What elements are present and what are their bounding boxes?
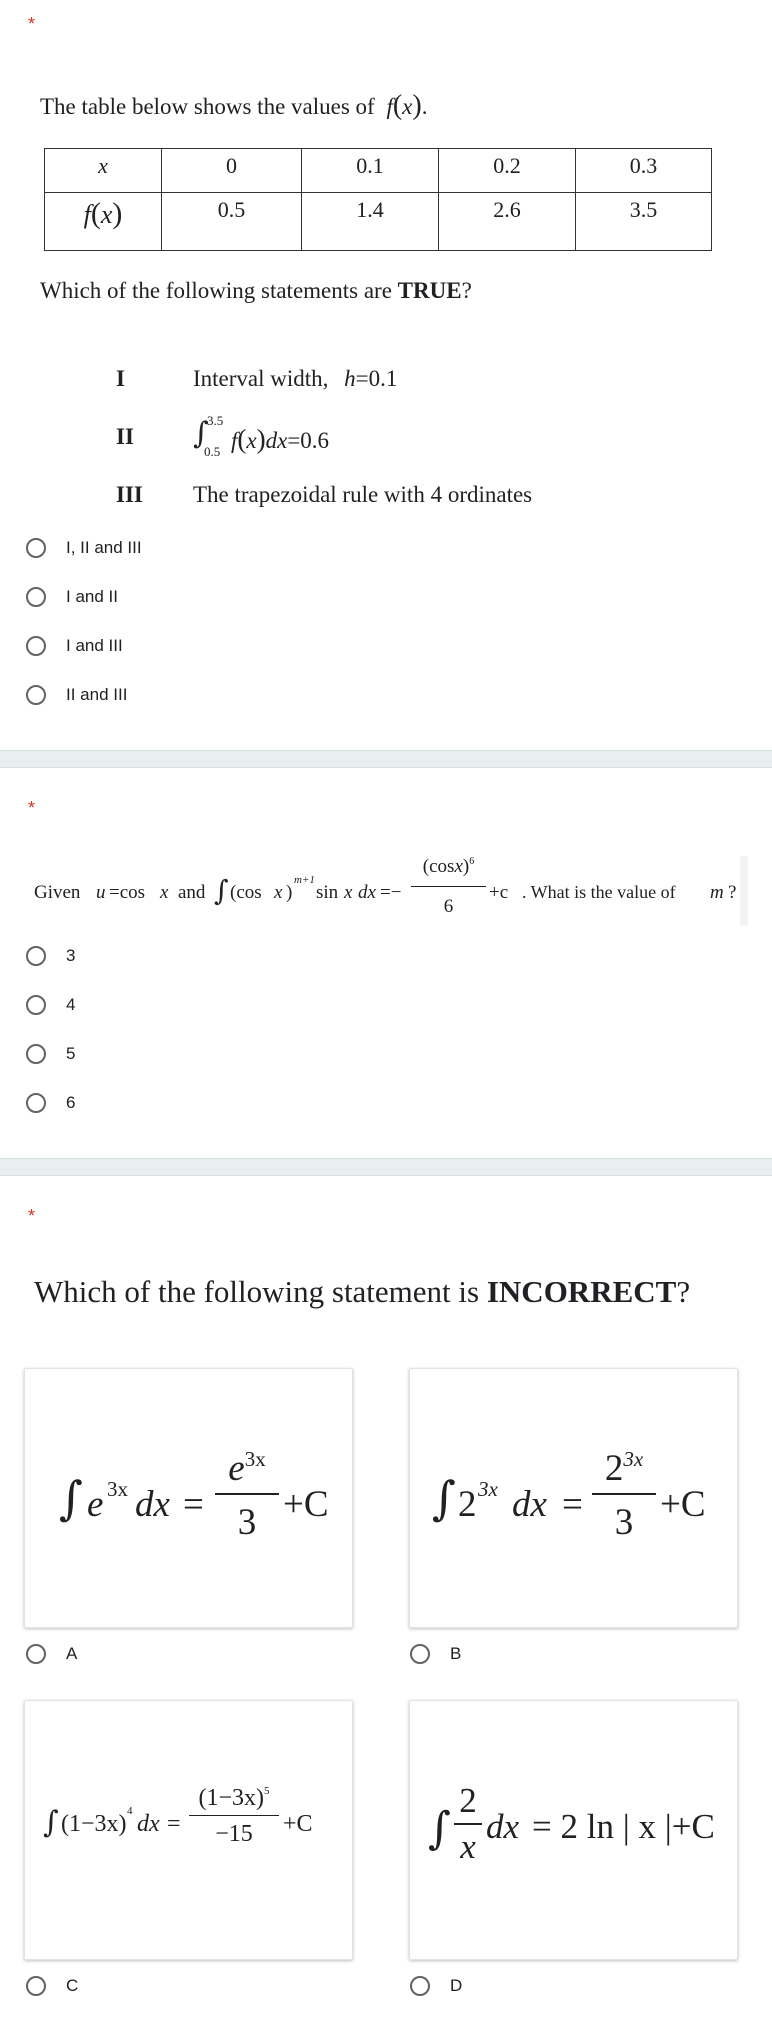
question-3-text (34, 1274, 690, 1310)
q2-option-4[interactable] (26, 1089, 75, 1117)
statement-1 (193, 366, 397, 392)
intro-x: x (402, 94, 413, 119)
table-x-2: 0.2 (439, 149, 576, 193)
row-x: x (100, 200, 113, 229)
b-den: 3 (614, 1502, 634, 1543)
q1-option-2[interactable] (26, 583, 118, 611)
q1-option-3[interactable] (26, 632, 123, 660)
q2-option-2[interactable] (26, 991, 75, 1019)
stmt2-x: x (246, 428, 257, 453)
required-asterisk: * (28, 14, 36, 34)
a-den: 3 (237, 1502, 257, 1543)
option-label: A (66, 1644, 78, 1663)
option-c-image[interactable] (24, 1700, 353, 1960)
integral-sign: ∫ (428, 1803, 451, 1854)
radio-circle[interactable] (26, 1044, 46, 1064)
b-num-base: 2 (604, 1448, 624, 1489)
option-label: 3 (66, 946, 76, 965)
statement-2: ∫ 3.5 0.5 f(x)dx=0.6 (193, 413, 330, 459)
table-x-1: 0.1 (302, 149, 439, 193)
d-dx: dx (486, 1807, 520, 1846)
required-asterisk: * (28, 1206, 36, 1226)
q3-option-a[interactable] (26, 1640, 77, 1668)
c-num-base: (1−3x) (198, 1785, 265, 1811)
card-d-formula (428, 1781, 733, 1881)
radio-circle[interactable] (26, 1093, 46, 1113)
statement-1-h: h (344, 366, 356, 391)
intro-text: The table below shows the values of (40, 94, 375, 119)
option-label: 5 (66, 1044, 76, 1063)
stmt2-dx: dx (265, 428, 288, 453)
question-2-text: Given u =cos x and ∫ (cos x ) m+1 sin x dx =− $(\cos x)^6$ 6 +c . What is the value of m ? (34, 856, 737, 917)
option-label: C (66, 1976, 79, 1995)
option-b-image[interactable] (409, 1368, 738, 1628)
q3-suffix: ? (676, 1274, 691, 1309)
question-1-text (40, 278, 472, 304)
q2-x3: x (344, 882, 353, 903)
q2-sin: sin (316, 882, 339, 903)
q2-integral-sign: ∫ (214, 874, 229, 907)
option-label: B (450, 1644, 462, 1663)
question-1-intro: The table below shows the values of f(x). (40, 90, 428, 121)
table-header-x: x (45, 149, 162, 193)
table-x-3: 0.3 (576, 149, 712, 193)
a-num-exp: 3x (244, 1447, 266, 1471)
q2-frac-exp: 6 (469, 856, 475, 867)
a-dx: dx (135, 1484, 170, 1525)
c-num-exp: 5 (264, 1785, 270, 1797)
q2-frac-num: (cos (422, 856, 455, 877)
a-exp: 3x (107, 1477, 128, 1501)
option-a-image[interactable] (24, 1368, 353, 1628)
q3-prefix: Which of the following statement is (34, 1274, 480, 1309)
q2-eqcos: =cos (109, 882, 146, 903)
radio-circle[interactable] (410, 1976, 430, 1996)
b-num-exp: 3x (623, 1447, 644, 1471)
q2-exp-m: m+1 (294, 874, 315, 886)
option-label: II and III (66, 685, 128, 704)
integral-sign: ∫ (59, 1471, 83, 1525)
table-x-0: 0 (162, 149, 302, 193)
values-table (44, 148, 712, 251)
statement-numeral-1: I (116, 366, 125, 391)
integral-sign: ∫ (43, 1805, 59, 1840)
statement-3: The trapezoidal rule with 4 ordinates (193, 482, 533, 507)
q2-dx: dx (358, 882, 376, 903)
integral-upper: 3.5 (207, 413, 224, 428)
radio-circle[interactable] (26, 1644, 46, 1664)
option-label: I and II (66, 587, 118, 606)
q2-question: . What is the value of (522, 882, 676, 902)
option-d-image[interactable] (409, 1700, 738, 1960)
radio-circle[interactable] (26, 1976, 46, 1996)
option-label: 6 (66, 1093, 76, 1112)
q2-qmark: ? (728, 882, 737, 903)
q2-given: Given (34, 882, 81, 903)
d-den: x (460, 1827, 476, 1866)
option-label: D (450, 1976, 463, 1995)
table-f-2: 2.6 (439, 193, 576, 251)
radio-circle[interactable] (26, 685, 46, 705)
table-f-3: 3.5 (576, 193, 712, 251)
q1-option-1[interactable] (26, 534, 142, 562)
table-f-0: 0.5 (162, 193, 302, 251)
radio-circle[interactable] (26, 538, 46, 558)
section-divider (0, 750, 772, 768)
option-label: 4 (66, 995, 76, 1014)
stmt2-result: =0.6 (287, 428, 330, 453)
intro-f: f (386, 94, 393, 119)
integral-sign: ∫ (432, 1471, 456, 1525)
statement-numeral-2: II (116, 424, 134, 449)
statement-1-val: =0.1 (355, 366, 398, 391)
q3-option-b[interactable] (410, 1640, 461, 1668)
c-tail: +C (283, 1811, 313, 1837)
table-row-label-fx: f(x) (45, 193, 162, 251)
q2-frac-den: 6 (443, 896, 454, 917)
q2-cos-open: (cos (230, 882, 262, 903)
c-dx: dx (137, 1811, 160, 1837)
statement-numeral-3: III (116, 482, 143, 507)
b-base: 2 (458, 1484, 477, 1525)
q2-m: m (710, 882, 724, 903)
q3-option-d[interactable] (410, 1972, 462, 2000)
q2-u: u (96, 882, 106, 903)
required-asterisk: * (28, 798, 36, 818)
c-den: −15 (215, 1821, 253, 1847)
q1-bold: TRUE (397, 278, 462, 303)
q1-prefix: Which of the following statements are (40, 278, 392, 303)
option-label: I, II and III (66, 538, 142, 557)
card-a-formula: ∫ e 3x dx = $e^{3x}$ 3 +C (59, 1447, 329, 1543)
radio-circle[interactable] (26, 946, 46, 966)
option-label: I and III (66, 636, 123, 655)
radio-circle[interactable] (26, 636, 46, 656)
d-num: 2 (454, 1781, 482, 1825)
q1-option-4[interactable] (26, 681, 127, 709)
c-base: (1−3x) (61, 1811, 127, 1837)
card-b-formula: ∫ 2 3x dx = $2^{3x}$ 3 +C (432, 1447, 706, 1543)
q2-plus-c: +c (489, 882, 509, 903)
d-rhs: = 2 ln | x |+C (532, 1807, 715, 1846)
q3-option-c[interactable] (26, 1972, 78, 2000)
q2-x2: x (274, 882, 283, 903)
radio-circle[interactable] (26, 587, 46, 607)
q2-and: and (178, 882, 206, 903)
radio-circle[interactable] (26, 995, 46, 1015)
b-exp: 3x (478, 1477, 498, 1501)
c-exp: 4 (127, 1805, 133, 1817)
a-tail: +C (283, 1484, 329, 1525)
a-num-e: e (228, 1448, 245, 1489)
q2-option-3[interactable] (26, 1040, 75, 1068)
section-divider (0, 1158, 772, 1176)
q2-frac-x: x (454, 856, 463, 877)
row-f: f (83, 200, 91, 229)
b-dx: dx (512, 1484, 547, 1525)
q3-bold: INCORRECT (486, 1274, 677, 1309)
radio-circle[interactable] (410, 1644, 430, 1664)
integral-lower: 0.5 (204, 444, 221, 459)
statement-1-text: Interval width, (193, 366, 329, 391)
a-e: e (87, 1484, 104, 1525)
card-c-formula: ∫ (1−3x) 4 dx = $(1-3x)^5$ −15 +C (43, 1785, 313, 1847)
integral-sign: ∫ (193, 416, 209, 451)
stmt2-f: f (231, 428, 238, 453)
table-f-1: 1.4 (302, 193, 439, 251)
q1-suffix: ? (461, 278, 472, 303)
q2-eq-minus: =− (380, 882, 402, 903)
q2-option-1[interactable] (26, 942, 75, 970)
b-tail: +C (660, 1484, 706, 1525)
q2-x1: x (160, 882, 169, 903)
